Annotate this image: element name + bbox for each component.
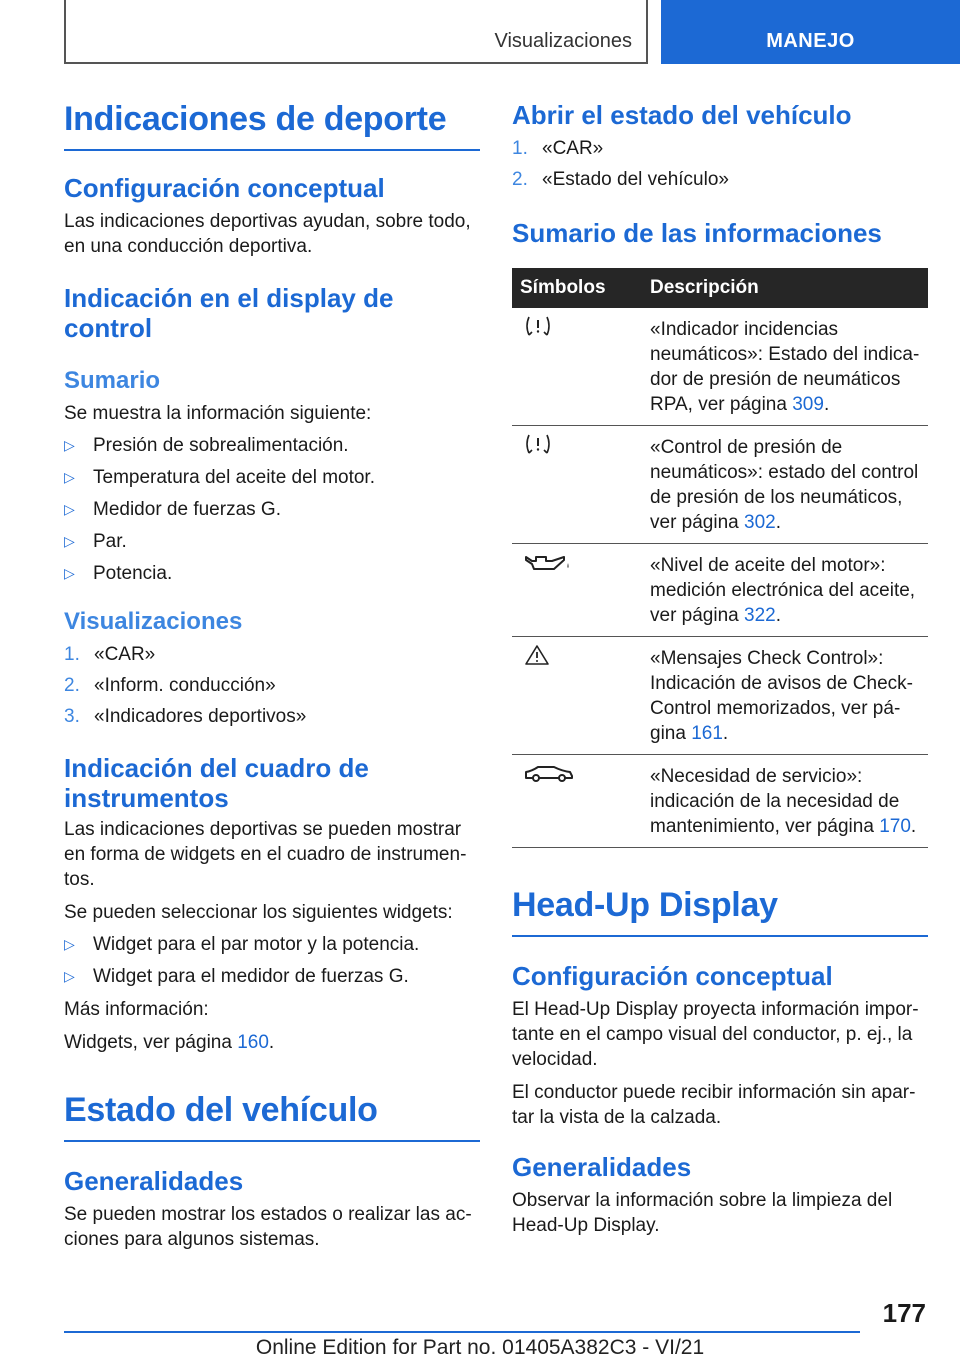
triangle-bullet-icon: ▷ [64, 936, 75, 952]
service-car-icon [520, 762, 634, 784]
symbol-cell [512, 426, 642, 544]
visual-steps [64, 642, 480, 729]
list-item: ▷ Temperatura del aceite del motor. [64, 467, 375, 488]
symbol-cell [512, 544, 642, 637]
description-cell: «Mensajes Check Control»: Indicación de avisos de Check-Control memorizados, ver página 161. [642, 637, 928, 755]
right-column [512, 100, 928, 1238]
paragraph-more-info: Más información: [64, 999, 209, 1020]
description-cell: «Indicador incidencias neumáticos»: Estado del indicador de presión de neumáticos RPA, ver página 309. [642, 308, 928, 426]
column-header-symbols: Símbolos [512, 268, 642, 308]
heading-head-up-display: Head-Up Display [512, 886, 928, 937]
heading-control-display: Indicación en el display de control [64, 283, 394, 343]
paragraph-cluster: Las indicaciones deportivas se pueden mostrar en forma de widgets en el cuadro de instrumentos. [64, 819, 467, 890]
heading-sport-displays: Indicaciones de deporte [64, 100, 480, 151]
step-item: 1. «CAR» [64, 644, 156, 665]
heading-concept: Configuración conceptual [64, 173, 385, 203]
list-item: ▷ Par. [64, 531, 127, 552]
heading-hud-general: Generalidades [512, 1152, 692, 1182]
page-number: 177 [882, 1298, 926, 1328]
step-item: 2. «Estado del vehículo» [512, 169, 729, 190]
description-cell: «Necesidad de servicio»: indicación de la necesidad de mantenimiento, ver página 170. [642, 755, 928, 848]
open-steps [512, 136, 928, 192]
heading-vehicle-state: Estado del vehículo [64, 1091, 480, 1142]
paragraph-hud-3: Observar la información sobre la limpieza del Head-Up Display. [512, 1190, 893, 1236]
page-link-309[interactable]: 309 [792, 394, 824, 415]
left-column [64, 100, 480, 1252]
symbol-cell [512, 308, 642, 426]
symbol-cell [512, 755, 642, 848]
list-item: ▷ Presión de sobrealimentación. [64, 435, 349, 456]
tire-pressure-warning-icon [520, 315, 634, 337]
header-section-title: Visualizaciones [494, 30, 632, 52]
heading-hud-concept: Configuración conceptual [512, 961, 833, 991]
heading-visualizations: Visualizaciones [64, 608, 243, 635]
tire-pressure-control-icon [520, 433, 634, 455]
footer-divider [64, 1331, 860, 1333]
heading-general: Generalidades [64, 1166, 244, 1196]
list-item: ▷ Widget para el medidor de fuerzas G. [64, 966, 409, 987]
table-row [512, 755, 928, 848]
oil-can-icon [520, 551, 634, 573]
step-item: 2. «Inform. conducción» [64, 675, 276, 696]
header-frame [64, 0, 648, 64]
list-item: ▷ Potencia. [64, 563, 173, 584]
paragraph-general: Se pueden mostrar los estados o realizar las acciones para algunos sistemas. [64, 1204, 472, 1250]
triangle-bullet-icon: ▷ [64, 469, 75, 485]
paragraph-hud-1: El Head-Up Display proyecta información importante en el campo visual del conductor, p. ej., la velocidad. [512, 999, 919, 1070]
table-header-row [512, 268, 928, 308]
triangle-bullet-icon: ▷ [64, 437, 75, 453]
page-link-161[interactable]: 161 [691, 723, 723, 744]
table-row [512, 544, 928, 637]
table-row [512, 426, 928, 544]
page-link-302[interactable]: 302 [744, 512, 776, 533]
triangle-bullet-icon: ▷ [64, 968, 75, 984]
heading-info-summary: Sumario de las informaciones [512, 218, 882, 248]
paragraph-widgets-ref: Widgets, ver página 160. [64, 1032, 275, 1053]
heading-summary: Sumario [64, 367, 161, 394]
table-row [512, 637, 928, 755]
summary-list [64, 433, 480, 586]
triangle-bullet-icon: ▷ [64, 501, 75, 517]
heading-instrument-cluster: Indicación del cuadro de instrumentos [64, 753, 369, 813]
list-item: ▷ Medidor de fuerzas G. [64, 499, 281, 520]
symbol-cell [512, 637, 642, 755]
list-item: ▷ Widget para el par motor y la potencia. [64, 934, 420, 955]
step-item: 1. «CAR» [512, 138, 604, 159]
symbols-table [512, 268, 928, 848]
warning-triangle-icon [520, 644, 634, 666]
page-link-170[interactable]: 170 [879, 816, 911, 837]
column-header-description: Descripción [642, 268, 928, 308]
paragraph-concept: Las indicaciones deportivas ayudan, sobre todo, en una conducción deportiva. [64, 211, 471, 257]
step-item: 3. «Indicadores deportivos» [64, 706, 307, 727]
heading-open-vehicle-state: Abrir el estado del vehículo [512, 100, 852, 130]
widget-list [64, 932, 480, 989]
page-link-322[interactable]: 322 [744, 605, 776, 626]
paragraph-hud-2: El conductor puede recibir información sin apartar la vista de la calzada. [512, 1082, 916, 1128]
paragraph-widgets: Se pueden seleccionar los siguientes widgets: [64, 902, 453, 923]
footer-edition: Online Edition for Part no. 01405A382C3 - VI/21 [255, 1336, 705, 1359]
paragraph-summary: Se muestra la información siguiente: [64, 403, 372, 424]
triangle-bullet-icon: ▷ [64, 533, 75, 549]
description-cell: «Nivel de aceite del motor»: medición electrónica del aceite, ver página 322. [642, 544, 928, 637]
description-cell: «Control de presión de neumáticos»: estado del control de presión de los neumáticos, ver página 302. [642, 426, 928, 544]
table-row [512, 308, 928, 426]
header-chapter-tab[interactable]: MANEJO [661, 0, 960, 64]
triangle-bullet-icon: ▷ [64, 565, 75, 581]
page-link-160[interactable]: 160 [237, 1032, 269, 1053]
